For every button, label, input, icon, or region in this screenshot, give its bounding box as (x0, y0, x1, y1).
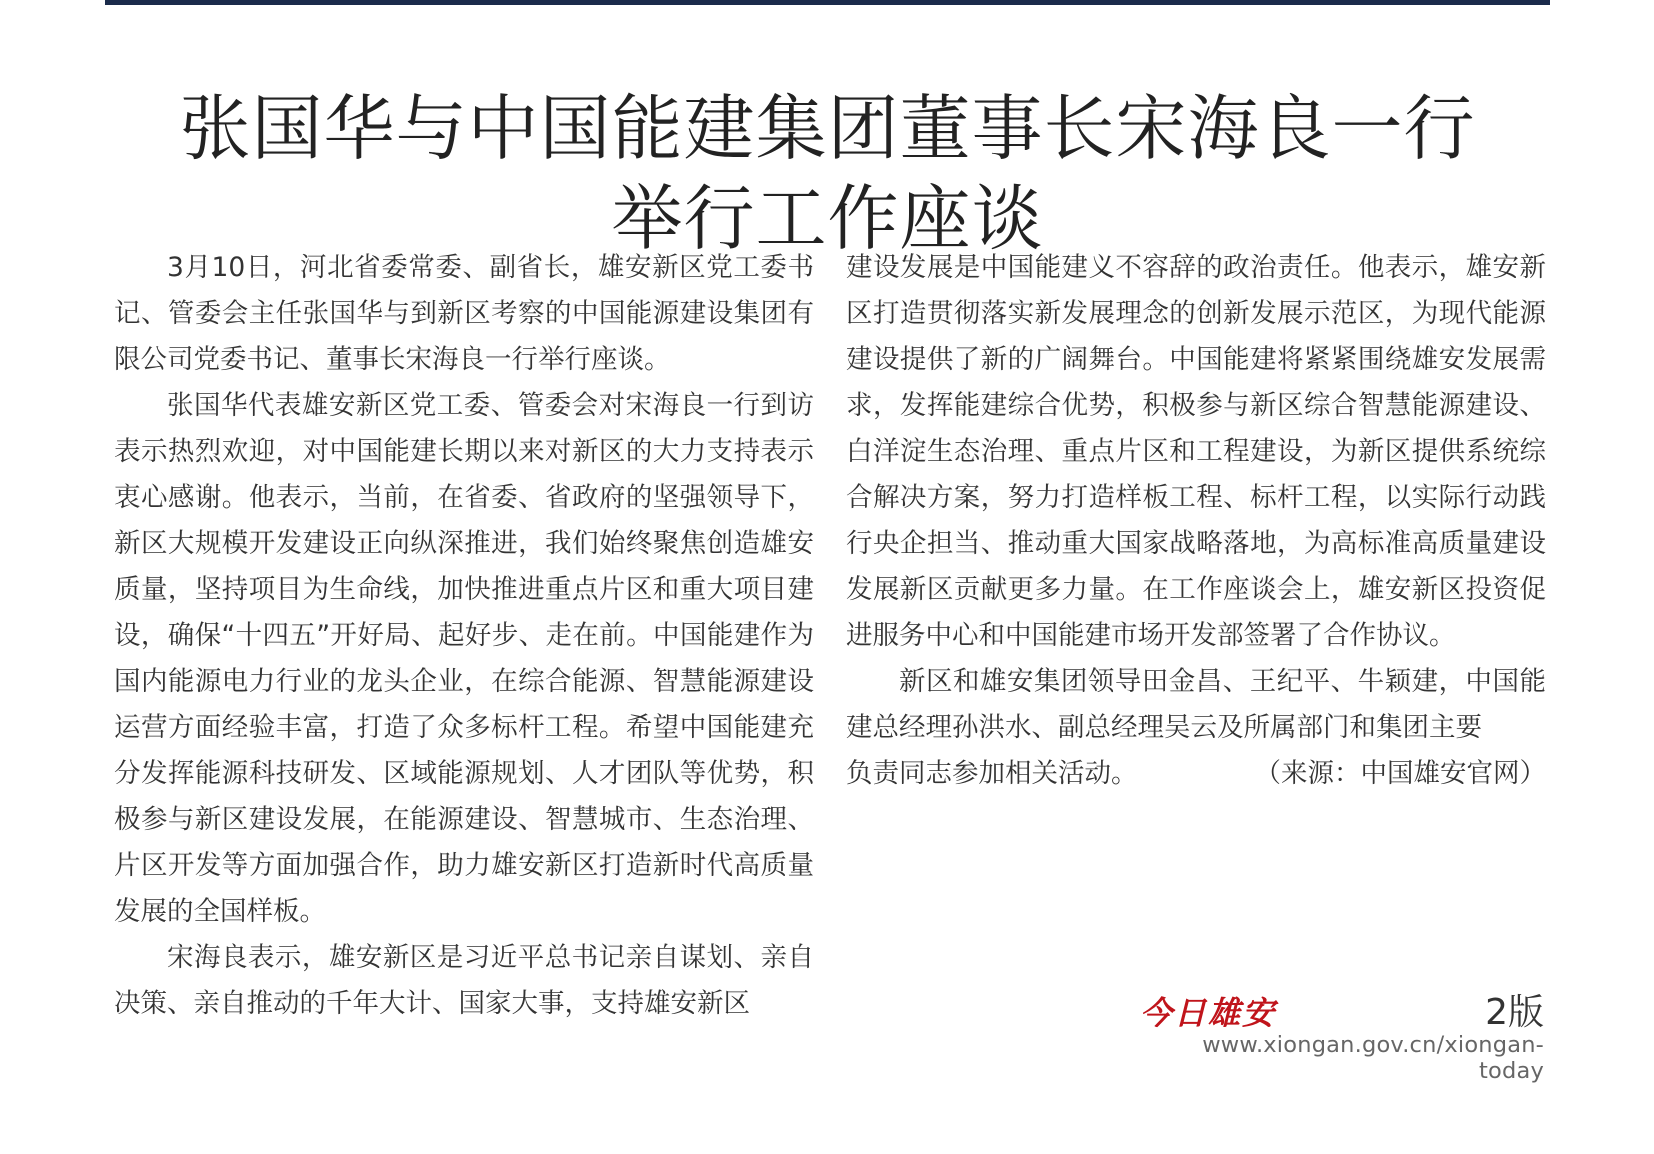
paragraph-3: 宋海良表示，雄安新区是习近平总书记亲自谋划、亲自决策、亲自推动的千年大计、国家大事，支持雄安新区 (114, 942, 814, 1019)
source-credit: （来源：中国雄安官网） (1254, 758, 1546, 789)
paragraph-3-continued: 建设发展是中国能建义不容辞的政治责任。他表示，雄安新区打造贯彻落实新发展理念的创新发展示范区，为现代能源建设提供了新的广阔舞台。中国能建将紧紧围绕雄安发展需求，发挥能建综合优势，积极参与新区综合智慧能源建设、白洋淀生态治理、重点片区和工程建设，为新区提供系统综合解决方案，努力打造样板工程、标杆工程，以实际行动践行央企担当、推动重大国家战略落地，为高标准高质量建设发展新区贡献更多力量。在工作座谈会上，雄安新区投资促进服务中心和中国能建市场开发部签署了合作协议。 (846, 252, 1546, 651)
paragraph-4-end (846, 751, 1546, 797)
body-column-right (846, 245, 1546, 797)
body-column-left (114, 245, 814, 1027)
headline-line-2: 举行工作座谈 (611, 176, 1044, 260)
headline-line-1: 张国华与中国能建集团董事长宋海良一行 (179, 86, 1476, 170)
xiongan-today-logo: 今日雄安 (1140, 994, 1277, 1032)
paragraph-2: 张国华代表雄安新区党工委、管委会对宋海良一行到访表示热烈欢迎，对中国能建长期以来对新区的大力支持表示衷心感谢。他表示，当前，在省委、省政府的坚强领导下，新区大规模开发建设正向纵深推进，我们始终聚焦创造雄安质量，坚持项目为生命线，加快推进重点片区和重大项目建设，确保“十四五”开好局、起好步、走在前。中国能建作为国内能源电力行业的龙头企业，在综合能源、智慧能源建设运营方面经验丰富，打造了众多标杆工程。希望中国能建充分发挥能源科技研发、区域能源规划、人才团队等优势，积极参与新区建设发展，在能源建设、智慧城市、生态治理、片区开发等方面加强合作，助力雄安新区打造新时代高质量发展的全国样板。 (114, 390, 814, 927)
header-rule (105, 0, 1550, 5)
paragraph-1: 3月10日，河北省委常委、副省长，雄安新区党工委书记、管委会主任张国华与到新区考察的中国能源建设集团有限公司党委书记、董事长宋海良一行举行座谈。 (114, 252, 814, 375)
footer-masthead (1140, 988, 1544, 1084)
paragraph-4-final-text: 负责同志参加相关活动。 (846, 758, 1138, 789)
article-headline (105, 84, 1550, 264)
page-number: 2版 (1485, 992, 1544, 1033)
site-url: www.xiongan.gov.cn/xiongan-today (1202, 1032, 1544, 1084)
paragraph-4: 新区和雄安集团领导田金昌、王纪平、牛颖建，中国能建总经理孙洪水、副总经理吴云及所属部门和集团主要 (846, 666, 1546, 743)
